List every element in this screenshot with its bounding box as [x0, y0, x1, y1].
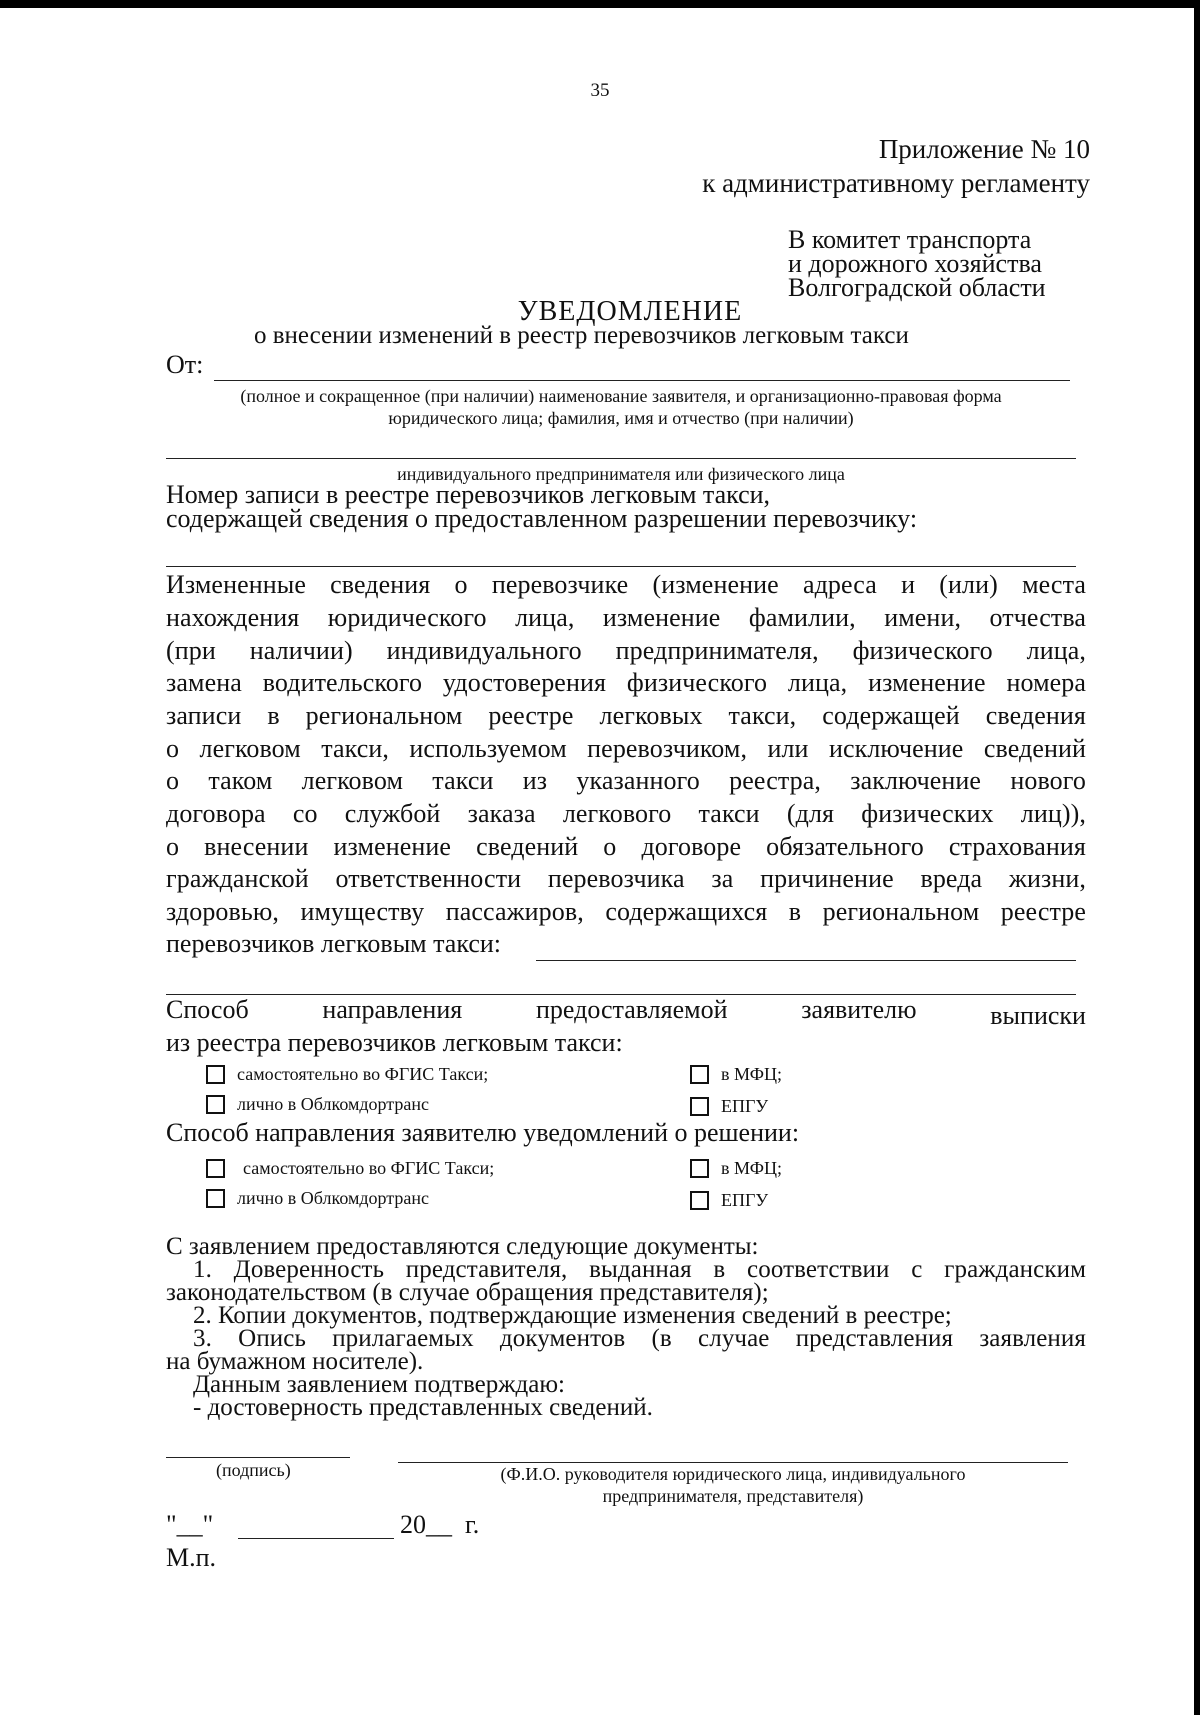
- notice-option-oblkom-label: лично в Облкомдортранс: [237, 1188, 429, 1208]
- notice-option-mfc-label: в МФЦ;: [721, 1158, 782, 1178]
- recipient-line-1: В комитет транспорта: [788, 225, 1032, 254]
- changes-line-4: замена водительского удостоверения физического лица, изменение номера: [166, 668, 1086, 697]
- checkbox-icon[interactable]: [690, 1097, 709, 1116]
- appendix-number: Приложение № 10: [878, 134, 1090, 164]
- changes-last-line: перевозчиков легковым такси:: [166, 929, 501, 958]
- changes-line-8: договора со службой заказа легкового такси (для физических лиц)),: [166, 799, 1086, 828]
- documents-item-1b: законодательством (в случае обращения представителя);: [166, 1279, 769, 1306]
- extract-method-title-line-2: из реестра перевозчиков легковым такси:: [166, 1028, 623, 1057]
- extract-option-epgu-label: ЕПГУ: [721, 1096, 769, 1116]
- extract-option-fgis-label: самостоятельно во ФГИС Такси;: [237, 1064, 489, 1084]
- signature-line[interactable]: [166, 1457, 350, 1458]
- record-number-label-2: содержащей сведения о предоставленном разрешении перевозчику:: [166, 504, 918, 533]
- document-title: УВЕДОМЛЕНИЕ: [517, 296, 743, 327]
- notice-method-title: Способ направления заявителю уведомлений о решении:: [166, 1118, 800, 1147]
- name-caption-1: (Ф.И.О. руководителя юридического лица, индивидуального: [500, 1464, 966, 1484]
- record-number-input-line[interactable]: [166, 566, 1076, 567]
- changes-line-7: о таком легковом такси из указанного реестра, заключение нового: [166, 766, 1086, 795]
- extract-option-oblkom-label: лично в Облкомдортранс: [237, 1094, 429, 1114]
- seal-mark: М.п.: [166, 1543, 217, 1572]
- changes-line-11: здоровью, имуществу пассажиров, содержащихся в региональном реестре: [166, 897, 1086, 926]
- checkbox-icon[interactable]: [206, 1065, 225, 1084]
- date-day[interactable]: "__": [166, 1510, 214, 1539]
- from-caption-3: индивидуального предпринимателя или физического лица: [397, 464, 845, 484]
- notice-option-fgis-label: самостоятельно во ФГИС Такси;: [243, 1158, 495, 1178]
- appendix-reference: к административному регламенту: [702, 168, 1090, 198]
- changes-line-5: записи в региональном реестре легковых такси, содержащей сведения: [166, 701, 1086, 730]
- recipient-line-2: и дорожного хозяйства: [788, 249, 1042, 278]
- signature-caption: (подпись): [216, 1460, 291, 1480]
- changes-input-line[interactable]: [536, 960, 1076, 961]
- extract-word-3: предоставляемой: [535, 995, 728, 1024]
- changes-line-10: гражданской ответственности перевозчика за причинение вреда жизни,: [166, 864, 1086, 893]
- extract-word-2: направления: [322, 995, 463, 1024]
- from-caption-2: юридического лица; фамилия, имя и отчество (при наличии): [388, 408, 854, 428]
- checkbox-icon[interactable]: [690, 1191, 709, 1210]
- from-caption-1: (полное и сокращенное (при наличии) наименование заявителя, и организационно-правовая форма: [240, 386, 1002, 406]
- record-number-label-1: Номер записи в реестре перевозчиков легковым такси,: [166, 480, 771, 509]
- checkbox-icon[interactable]: [690, 1159, 709, 1178]
- documents-item-1a: 1. Доверенность представителя, выданная в соответствии с гражданским: [193, 1256, 1086, 1283]
- notice-option-epgu-label: ЕПГУ: [721, 1190, 769, 1210]
- extract-word-4: заявителю: [801, 995, 917, 1024]
- checkbox-icon[interactable]: [206, 1095, 225, 1114]
- recipient-block: [788, 225, 1046, 302]
- extract-option-fgis[interactable]: [206, 1064, 488, 1085]
- changes-line-2: нахождения юридического лица, изменение фамилии, имени, отчества: [166, 603, 1086, 632]
- document-subtitle: о внесении изменений в реестр перевозчиков легковым такси: [254, 322, 909, 349]
- name-line[interactable]: [398, 1462, 1068, 1463]
- extract-option-mfc[interactable]: [690, 1064, 782, 1085]
- changes-line-9: о внесении изменение сведений о договоре обязательного страхования: [166, 832, 1086, 861]
- changes-line-1: Измененные сведения о перевозчике (изменение адреса и (или) места: [166, 570, 1086, 599]
- appendix-header: [702, 132, 1090, 200]
- scan-top-edge: [0, 0, 1200, 8]
- changes-line-3: (при наличии) индивидуального предпринимателя, физического лица,: [166, 636, 1086, 665]
- extract-option-oblkom[interactable]: [206, 1094, 429, 1115]
- checkbox-icon[interactable]: [206, 1159, 225, 1178]
- checkbox-icon[interactable]: [690, 1065, 709, 1084]
- from-input-line[interactable]: [214, 380, 1070, 381]
- extract-word-1: Способ: [166, 995, 249, 1024]
- from-input-line-2[interactable]: [166, 458, 1076, 459]
- documents-item-2: 2. Копии документов, подтверждающие изменения сведений в реестре;: [193, 1302, 952, 1329]
- extract-method-title-line-1: [166, 995, 1086, 1030]
- extract-option-epgu[interactable]: [690, 1096, 768, 1117]
- date-year[interactable]: 20__: [400, 1510, 452, 1539]
- scan-right-edge: [1194, 0, 1200, 1715]
- documents-item-3b: на бумажном носителе).: [166, 1348, 424, 1375]
- notice-option-oblkom[interactable]: [206, 1188, 429, 1209]
- page-number: 35: [590, 80, 610, 101]
- notice-option-fgis[interactable]: [206, 1158, 494, 1179]
- documents-confirm: Данным заявлением подтверждаю:: [193, 1371, 565, 1398]
- extract-option-mfc-label: в МФЦ;: [721, 1064, 782, 1084]
- changes-line-6: о легковом такси, используемом перевозчиком, или исключение сведений: [166, 734, 1086, 763]
- extract-word-5: выписки: [990, 1001, 1086, 1030]
- date-month-line[interactable]: [238, 1538, 394, 1539]
- documents-confirm-item: - достоверность представленных сведений.: [193, 1394, 653, 1421]
- documents-intro: С заявлением предоставляются следующие документы:: [166, 1233, 759, 1260]
- documents-item-3a: 3. Опись прилагаемых документов (в случае представления заявления: [193, 1325, 1086, 1352]
- recipient-line-3: Волгоградской области: [788, 273, 1046, 302]
- notice-option-epgu[interactable]: [690, 1190, 768, 1211]
- date-year-suffix: г.: [465, 1510, 480, 1539]
- from-label: От:: [166, 350, 204, 379]
- checkbox-icon[interactable]: [206, 1189, 225, 1208]
- notice-option-mfc[interactable]: [690, 1158, 782, 1179]
- name-caption-2: предпринимателя, представителя): [602, 1486, 864, 1506]
